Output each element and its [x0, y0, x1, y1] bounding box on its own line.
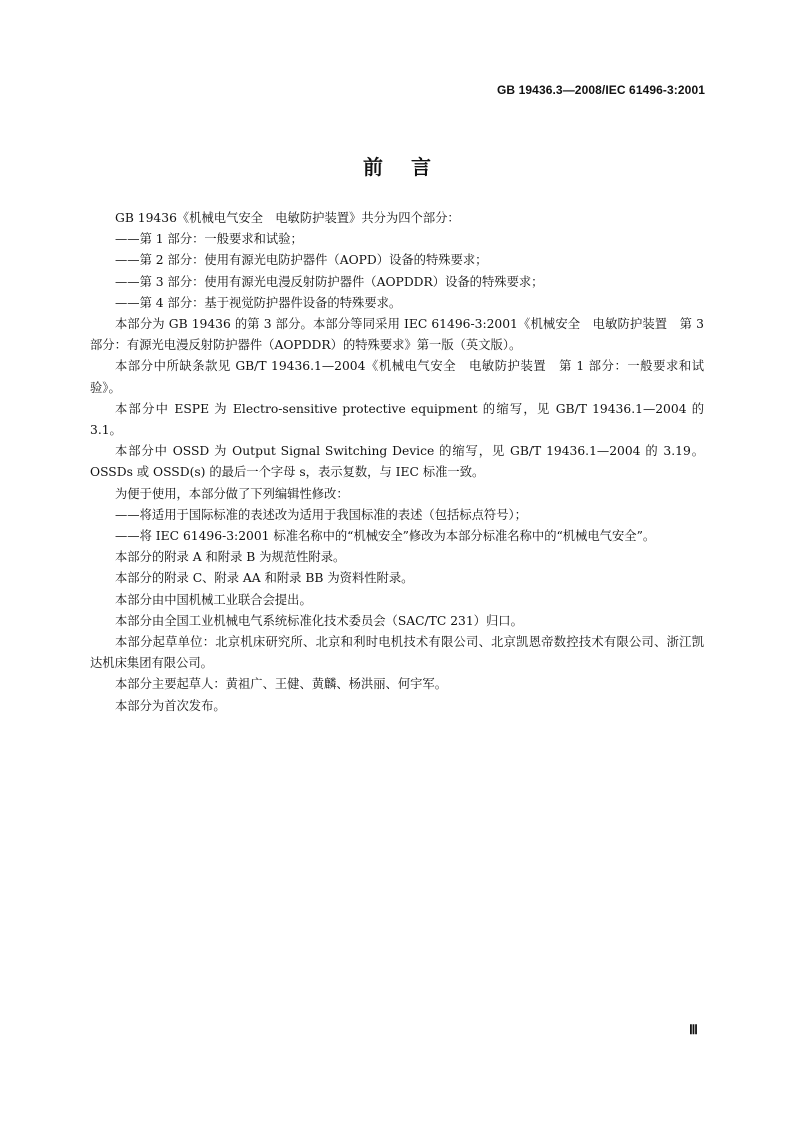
list-item-editorial1: ——将适用于国际标准的表述改为适用于我国标准的表述（包括标点符号）；: [115, 507, 527, 522]
page-number: Ⅲ: [689, 1022, 698, 1037]
paragraph-informative-annex: 本部分的附录 C、附录 AA 和附录 BB 为资料性附录。: [115, 571, 414, 586]
paragraph-adoption: 本部分为 GB 19436 的第 3 部分。本部分等同采用 IEC 61496-3:2001《机械安全 电敏防护装置 第 3 部分：有源光电漫反射防护器件（AOPDDR）的特殊要求》第一版（英文版）。: [90, 317, 704, 353]
paragraph-drafting-units: 本部分起草单位：北京机床研究所、北京和利时电机技术有限公司、北京凯恩帝数控技术有限公司、浙江凯达机床集团有限公司。: [90, 635, 704, 671]
paragraph-normative-annex: 本部分的附录 A 和附录 B 为规范性附录。: [115, 550, 346, 565]
page-title: 前言: [363, 155, 459, 179]
paragraph-proposer: 本部分由中国机械工业联合会提出。: [115, 592, 312, 607]
paragraph-editorial-intro: 为便于使用，本部分做了下列编辑性修改：: [115, 486, 349, 501]
paragraph-drafters: 本部分主要起草人：黄祖广、王健、黄麟、杨洪丽、何宇军。: [115, 677, 448, 692]
list-item-part4: ——第 4 部分：基于视觉防护器件设备的特殊要求。: [115, 295, 402, 310]
paragraph-ossd: 本部分中 OSSD 为 Output Signal Switching Device 的缩写，见 GB/T 19436.1—2004 的 3.19。OSSDs 或 OSSD(s) 的最后一个字母 s，表示复数，与 IEC 标准一致。: [90, 444, 704, 480]
paragraph-espe: 本部分中 ESPE 为 Electro-sensitive protective equipment 的缩写，见 GB/T 19436.1—2004 的 3.1。: [90, 401, 704, 438]
list-item-part2: ——第 2 部分：使用有源光电防护器件（AOPD）设备的特殊要求；: [115, 253, 488, 268]
paragraph-first-release: 本部分为首次发布。: [115, 698, 226, 713]
paragraph-missing-clauses: 本部分中所缺条款见 GB/T 19436.1—2004《机械电气安全 电敏防护装置 第 1 部分：一般要求和试验》。: [90, 359, 704, 395]
paragraph-intro: GB 19436《机械电气安全 电敏防护装置》共分为四个部分：: [115, 211, 460, 225]
standard-code-header: GB 19436.3—2008/IEC 61496-3:2001: [496, 83, 705, 97]
list-item-part1: ——第 1 部分：一般要求和试验；: [115, 232, 303, 247]
list-item-part3: ——第 3 部分：使用有源光电漫反射防护器件（AOPDDR）设备的特殊要求；: [115, 274, 544, 289]
list-item-editorial2: ——将 IEC 61496-3:2001 标准名称中的“机械安全”修改为本部分标准名称中的“机械电气安全”。: [115, 529, 656, 544]
paragraph-committee: 本部分由全国工业机械电气系统标准化技术委员会（SAC/TC 231）归口。: [115, 613, 523, 628]
foreword-body: [90, 208, 704, 717]
